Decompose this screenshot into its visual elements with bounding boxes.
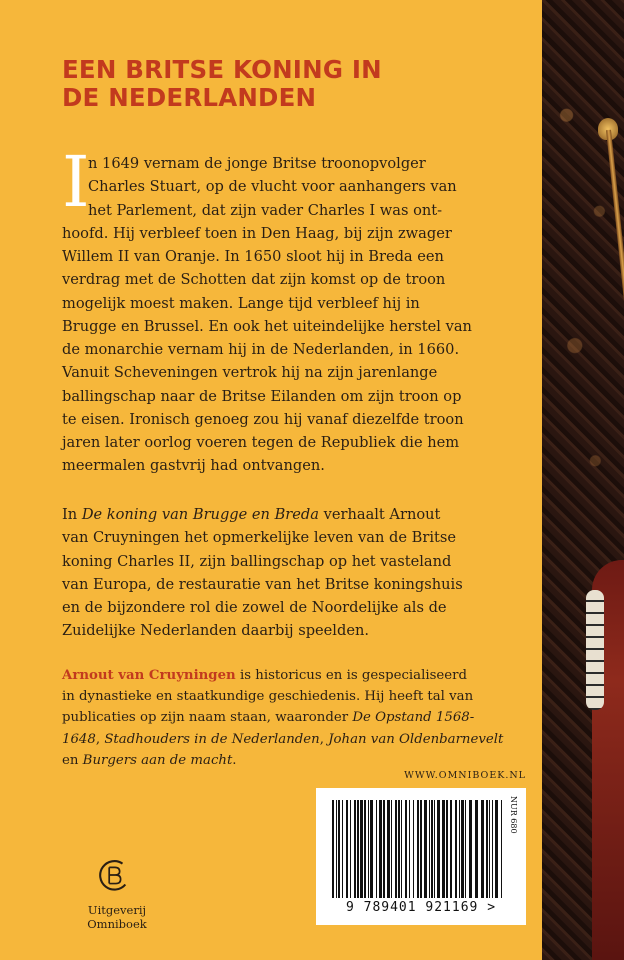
barcode-bar: [459, 800, 460, 898]
barcode-bar: [338, 800, 340, 898]
author-bio: [62, 665, 537, 771]
barcode-bar: [336, 800, 337, 898]
bio-line: in dynastieke en staatkundige geschiedenis. Hij heeft tal van: [62, 689, 474, 705]
intro-line: meermalen gastvrij had ontvangen.: [62, 457, 325, 475]
barcode-bar: [357, 800, 359, 898]
barcode-bar: [492, 800, 493, 898]
barcode-bar: [376, 800, 377, 898]
barcode-bar: [368, 800, 369, 898]
isbn-barcode: [316, 788, 526, 925]
barcode-bar: [354, 800, 356, 898]
bio-book-title: Stadhouders in de Nederlanden: [104, 731, 320, 747]
barcode-bar: [342, 800, 343, 898]
book-summary-paragraph: [62, 503, 537, 643]
intro-line: de monarchie vernam hij in de Nederlanden, in 1660.: [62, 341, 460, 358]
barcode-bar: [434, 800, 435, 898]
barcode-bar: [387, 800, 390, 898]
barcode-bar: [461, 800, 464, 898]
bio-text: en: [62, 752, 83, 768]
intro-line: Vanuit Scheveningen vertrok hij na zijn jarenlange: [62, 364, 438, 382]
barcode-bar: [395, 800, 397, 898]
bio-line: [62, 665, 537, 686]
barcode-bar: [370, 800, 373, 898]
barcode-bar: [360, 800, 363, 898]
barcode-bar: [364, 800, 366, 898]
bio-line: [62, 729, 537, 750]
summary-suffix: verhaalt Arnout: [318, 506, 441, 523]
nur-code: NUR 680: [509, 796, 518, 834]
bio-text: publicaties op zijn naam staan, waaronder: [62, 710, 353, 726]
barcode-bar: [405, 800, 407, 898]
barcode-bar: [450, 800, 452, 898]
barcode-bar: [489, 800, 490, 898]
barcode-bar: [350, 800, 351, 898]
bio-book-title: Johan van Oldenbarnevelt: [328, 731, 504, 747]
summary-line: en de bijzondere rol die zowel de Noordelijke als de: [62, 599, 447, 616]
intro-line: hoofd. Hij verbleef toen in Den Haag, bij zijn zwager: [62, 224, 452, 242]
intro-line: Brugge en Brussel. En ook het uiteindelijke herstel van: [62, 317, 472, 335]
intro-line: te eisen. Ironisch genoeg zou hij vanaf diezelfde troon: [62, 410, 464, 428]
bio-text: .: [232, 752, 237, 768]
cover-title: [62, 56, 532, 112]
barcode-bar: [391, 800, 392, 898]
summary-line: van Cruyningen het opmerkelijke leven van de Britse: [62, 529, 457, 547]
scepter: [606, 130, 624, 598]
bio-book-title: 1648: [62, 731, 96, 747]
barcode-bar: [446, 800, 448, 898]
book-title-italic: De koning van Brugge en Breda: [81, 506, 319, 523]
barcode-bar: [469, 800, 472, 898]
barcode-bar: [501, 800, 502, 898]
barcode-bar: [429, 800, 430, 898]
barcode-bar: [409, 800, 410, 898]
bio-text: is historicus en is gespecialiseerd: [235, 668, 468, 683]
barcode-bar: [437, 800, 440, 898]
barcode-bar: [431, 800, 433, 898]
intro-line: ballingschap naar de Britse Eilanden om zijn troon op: [62, 387, 462, 405]
ermine-trim: [586, 590, 604, 710]
barcode-bar: [481, 800, 484, 898]
barcode-bars: [330, 800, 508, 898]
intro-line: verdrag met de Schotten dat zijn komst op de troon: [62, 271, 446, 289]
barcode-bar: [465, 800, 466, 898]
publisher-name: Uitgeverij Omniboek: [87, 903, 147, 931]
intro-line: Willem II van Oranje. In 1650 sloot hij in Breda een: [62, 248, 444, 265]
barcode-bar: [495, 800, 498, 898]
summary-line: Zuidelijke Nederlanden daarbij speelden.: [62, 622, 369, 640]
barcode-bar: [398, 800, 400, 898]
isbn-number: 9 789401 921169 >: [345, 900, 497, 915]
intro-line: n 1649 vernam de jonge Britse troonopvolger: [88, 155, 426, 172]
barcode-bar: [455, 800, 457, 898]
barcode-bar: [424, 800, 427, 898]
bio-book-title: Burgers aan de macht: [82, 752, 233, 768]
intro-line: jaren later oorlog voeren tegen de Republiek die hem: [62, 434, 460, 451]
barcode-bar: [420, 800, 422, 898]
intro-paragraph: [62, 141, 537, 478]
bio-line: [62, 707, 537, 728]
title-line-2: DE NEDERLANDEN: [62, 83, 317, 112]
summary-prefix: In: [62, 506, 82, 523]
barcode-bar: [346, 800, 348, 898]
barcode-bar: [379, 800, 382, 898]
barcode-bar: [417, 800, 419, 898]
barcode-bar: [383, 800, 385, 898]
title-line-1: EEN BRITSE KONING IN: [62, 55, 382, 84]
publisher-website: WWW.OMNIBOEK.NL: [404, 770, 526, 781]
intro-line: het Parlement, dat zijn vader Charles I was ont-: [88, 201, 443, 219]
author-name: Arnout van Cruyningen: [62, 668, 236, 683]
bio-separator: ,: [319, 731, 329, 747]
barcode-bar: [486, 800, 488, 898]
barcode-bar: [332, 800, 334, 898]
summary-line: van Europa, de restauratie van het Britse koningshuis: [62, 575, 463, 593]
bio-separator: ,: [95, 731, 105, 747]
drop-cap: I: [62, 141, 90, 223]
bio-book-title: De Opstand 1568-: [352, 710, 475, 726]
portrait-painting-strip: [542, 0, 624, 960]
barcode-bar: [475, 800, 478, 898]
bio-line: [62, 750, 537, 771]
summary-line: koning Charles II, zijn ballingschap op het vasteland: [62, 552, 452, 570]
intro-line: Charles Stuart, op de vlucht voor aanhangers van: [88, 178, 457, 196]
summary-line: [62, 503, 537, 526]
barcode-bar: [413, 800, 414, 898]
omniboek-logo-icon: [94, 856, 132, 894]
barcode-bar: [442, 800, 445, 898]
intro-line: mogelijk moest maken. Lange tijd verbleef hij in: [62, 294, 420, 312]
barcode-bar: [401, 800, 402, 898]
